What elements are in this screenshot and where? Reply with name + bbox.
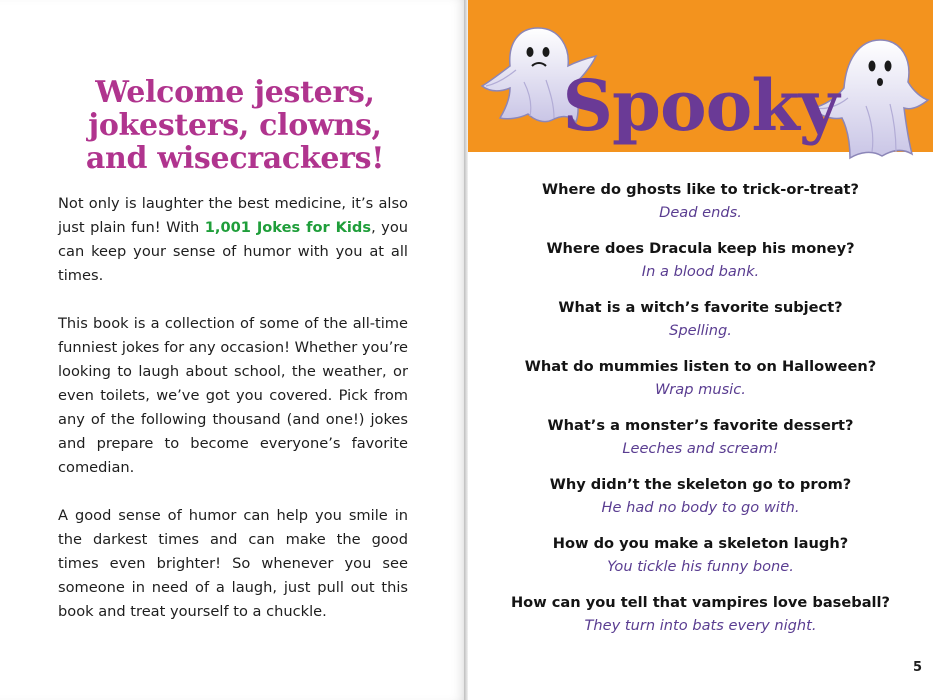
joke-item <box>488 298 913 357</box>
right-page <box>468 0 933 700</box>
intro-text <box>58 192 408 648</box>
joke-question: What’s a monster’s favorite dessert? <box>547 417 854 434</box>
welcome-title <box>40 76 430 175</box>
title-line: and wisecrackers! <box>85 141 385 176</box>
joke-question: What is a witch’s favorite subject? <box>558 299 843 316</box>
joke-answer: Wrap music. <box>655 381 746 398</box>
joke-answer: In a blood bank. <box>641 263 760 280</box>
joke-list <box>488 180 913 652</box>
title-line: jokesters, clowns, <box>88 108 382 143</box>
book-name: 1,001 Jokes for Kids <box>204 219 372 236</box>
chapter-banner <box>468 0 933 152</box>
joke-item <box>488 239 913 298</box>
joke-item <box>488 416 913 475</box>
joke-answer: They turn into bats every night. <box>584 617 817 634</box>
page-number: 5 <box>912 660 922 675</box>
joke-answer: Spelling. <box>669 322 732 339</box>
joke-answer: You tickle his funny bone. <box>607 558 794 575</box>
joke-question: How do you make a skeleton laugh? <box>552 535 849 552</box>
intro-text-after: , you can keep your sense of humor with you at all times. <box>58 219 408 284</box>
joke-question: How can you tell that vampires love baseball? <box>510 594 891 611</box>
joke-item <box>488 357 913 416</box>
joke-question: Where does Dracula keep his money? <box>546 240 855 257</box>
joke-item <box>488 593 913 652</box>
joke-item <box>488 475 913 534</box>
joke-answer: Dead ends. <box>659 204 742 221</box>
intro-paragraph: A good sense of humor can help you smile in the darkest times and can make the good times even brighter! So whenever you see someone in need of a laugh, just pull out this book and treat yourself to a chuckle. <box>58 507 408 620</box>
joke-item <box>488 534 913 593</box>
joke-item <box>488 180 913 239</box>
intro-paragraph <box>58 192 408 288</box>
left-page <box>0 0 466 700</box>
intro-text-before: Not only is laughter the best medicine, it’s also just plain fun! With <box>58 195 408 236</box>
joke-answer: He had no body to go with. <box>601 499 800 516</box>
joke-question: What do mummies listen to on Halloween? <box>524 358 877 375</box>
title-line: Welcome jesters, <box>95 75 375 110</box>
joke-answer: Leeches and scream! <box>622 440 779 457</box>
joke-question: Where do ghosts like to trick-or-treat? <box>541 181 859 198</box>
chapter-title: Spooky <box>562 64 839 147</box>
joke-question: Why didn’t the skeleton go to prom? <box>549 476 852 493</box>
intro-paragraph: This book is a collection of some of the all-time funniest jokes for any occasion! Whether you’re looking to laugh about school, the weather, or even toilets, we’ve got you covered. Pick from any of the following thousand (and one!) jokes and prepare to become everyone’s favorite comedian. <box>58 315 408 476</box>
